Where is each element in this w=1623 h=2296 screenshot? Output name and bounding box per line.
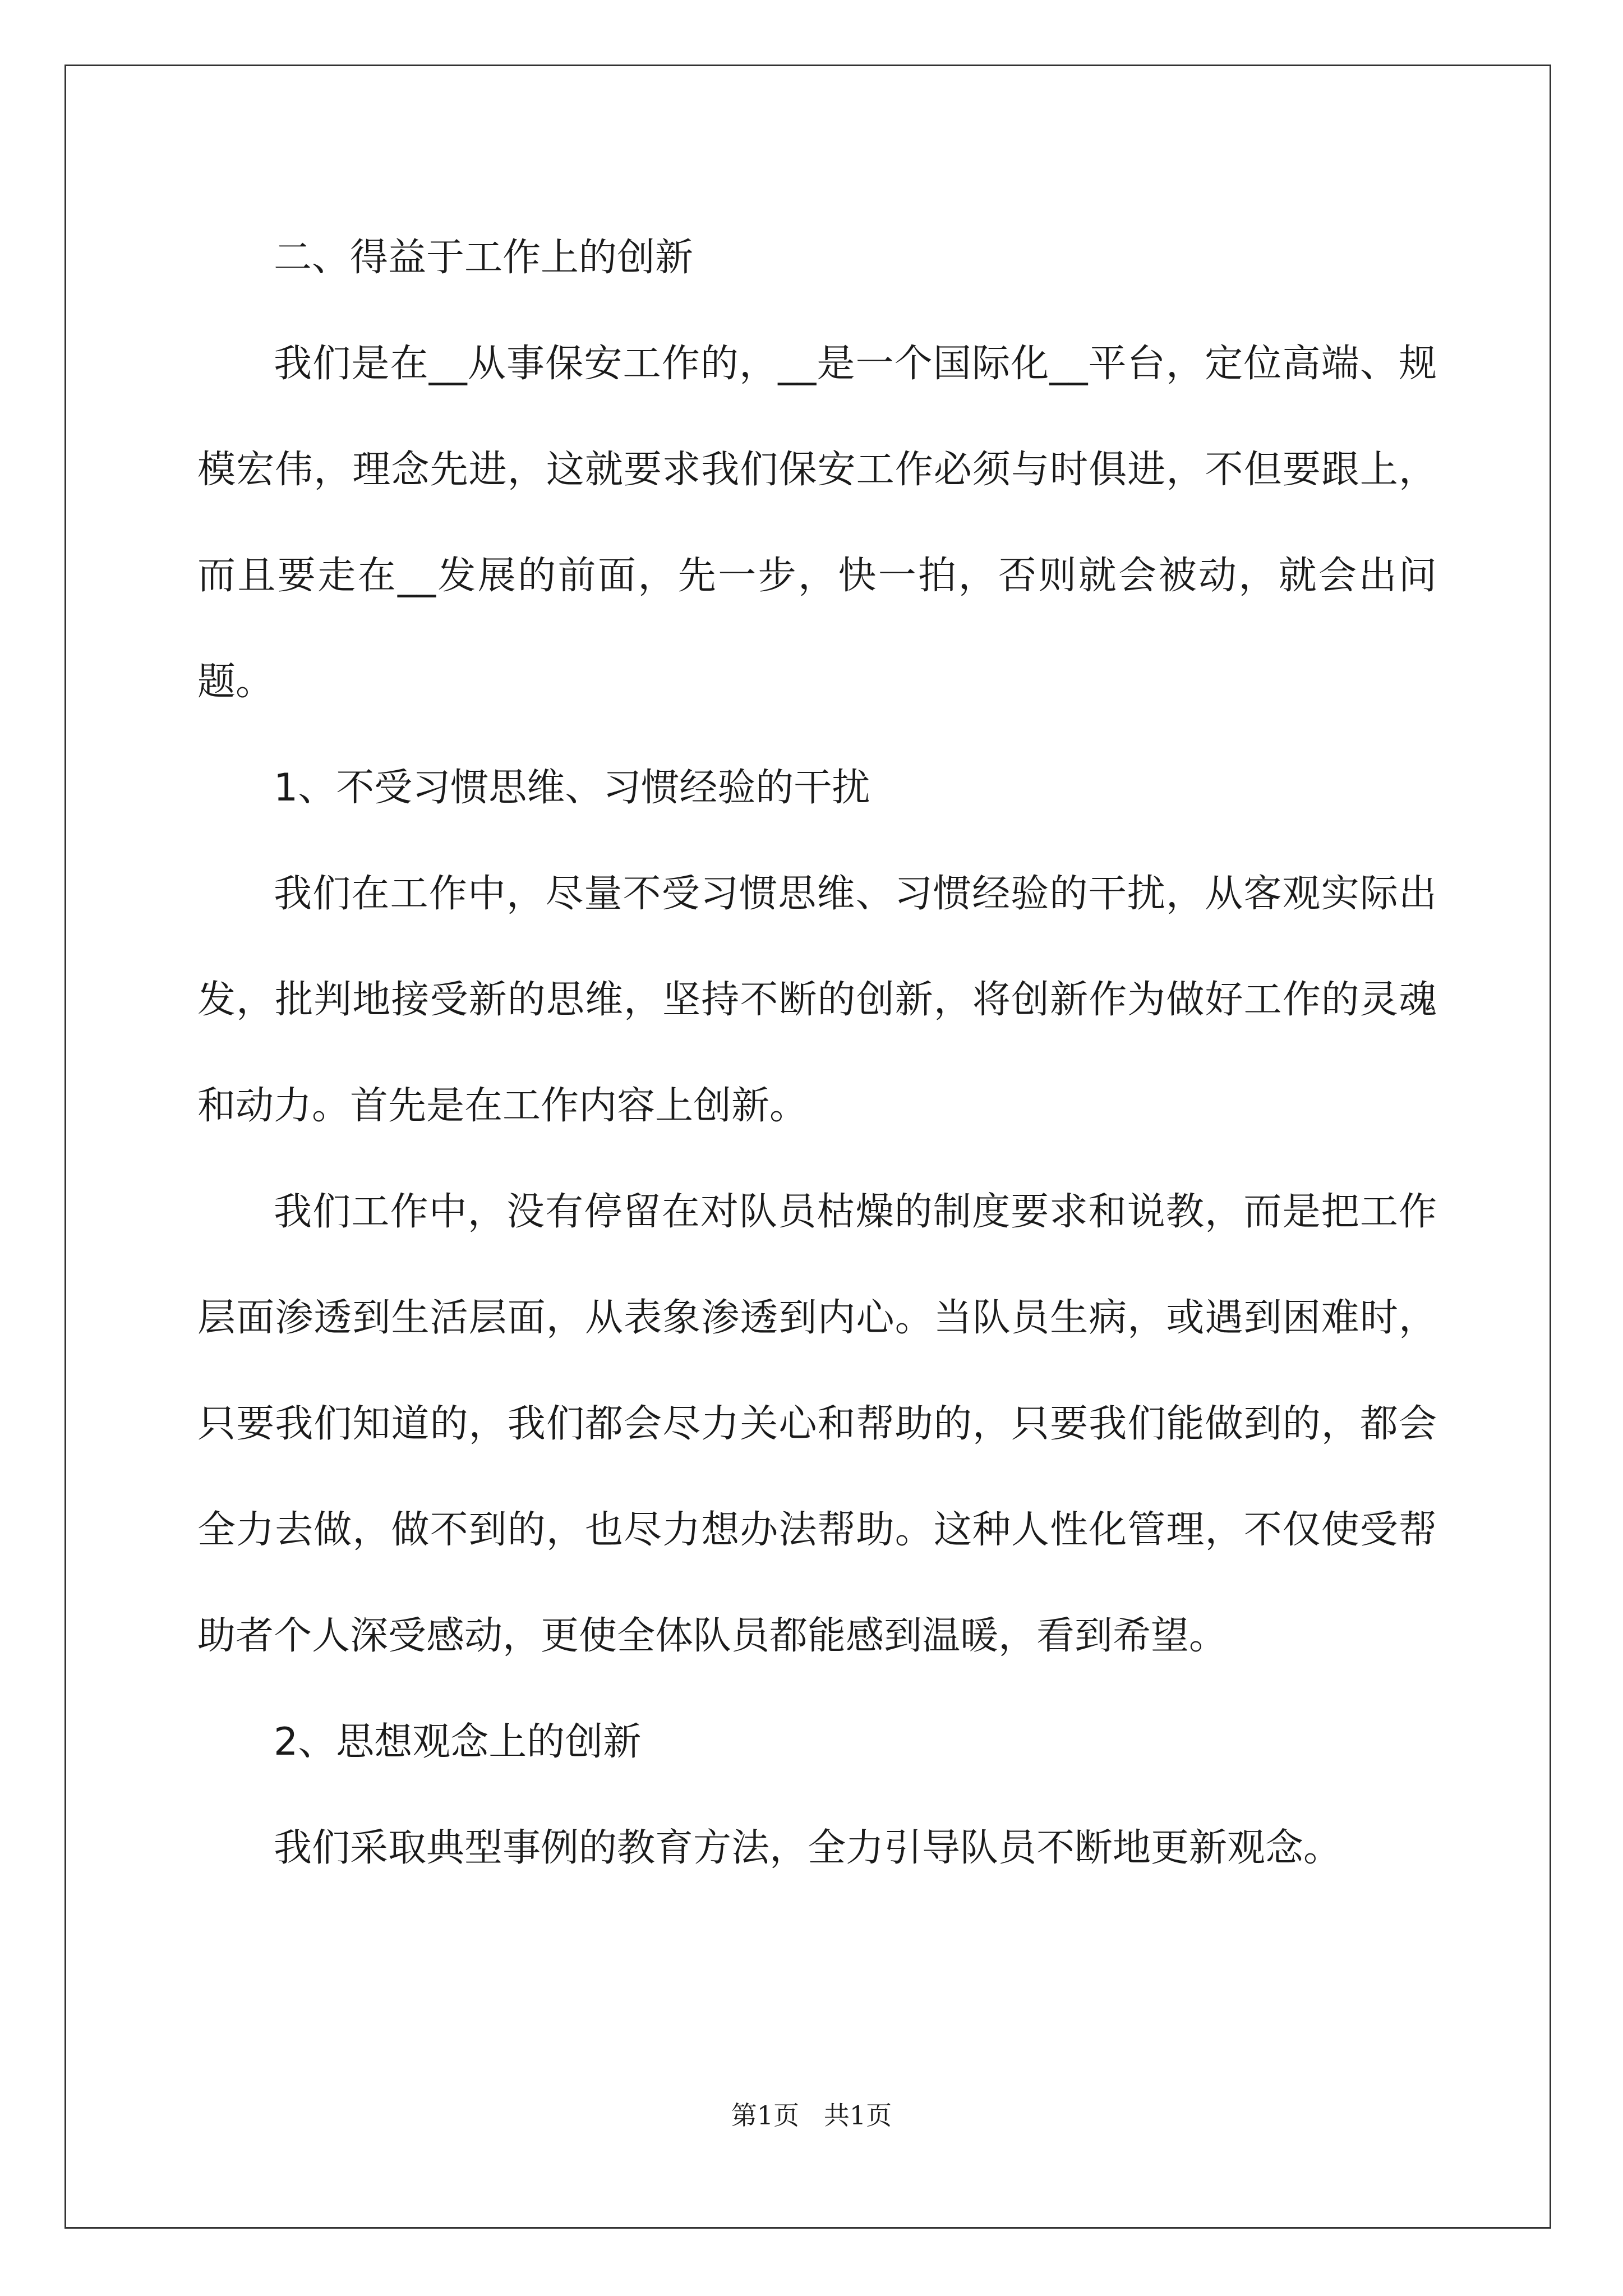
body-paragraph: 我们工作中，没有停留在对队员枯燥的制度要求和说教，而是把工作层面渗透到生活层面，从表象渗透到内心。当队员生病，或遇到困难时，只要我们知道的，我们都会尽力关心和帮助的，只要我们能做到的，都会全力去做，做不到的，也尽力想办法帮助。这种人性化管理，不仅使受帮助者个人深受感动，更使全体队员都能感到温暖，看到希望。 (197, 1190, 1437, 1658)
section-heading: 二、得益于工作上的创新 (274, 236, 694, 280)
page-number-footer: 第1页 共1页 (731, 2100, 892, 2131)
subsection-heading: 2、思想观念上的创新 (274, 1720, 642, 1764)
body-paragraph: 我们采取典型事例的教育方法，全力引导队员不断地更新观念。 (274, 1826, 1342, 1870)
document-body (197, 205, 1437, 1901)
subsection-heading: 1、不受习惯思维、习惯经验的干扰 (274, 766, 870, 810)
body-paragraph: 我们是在__从事保安工作的，__是一个国际化__平台，定位高端、规模宏伟，理念先进，这就要求我们保安工作必须与时俱进，不但要跟上，而且要走在__发展的前面，先一步，快一拍，否则就会被动，就会出问题。 (197, 342, 1437, 704)
body-paragraph: 我们在工作中，尽量不受习惯思维、习惯经验的干扰，从客观实际出发，批判地接受新的思维，坚持不断的创新，将创新作为做好工作的灵魂和动力。首先是在工作内容上创新。 (197, 872, 1437, 1128)
